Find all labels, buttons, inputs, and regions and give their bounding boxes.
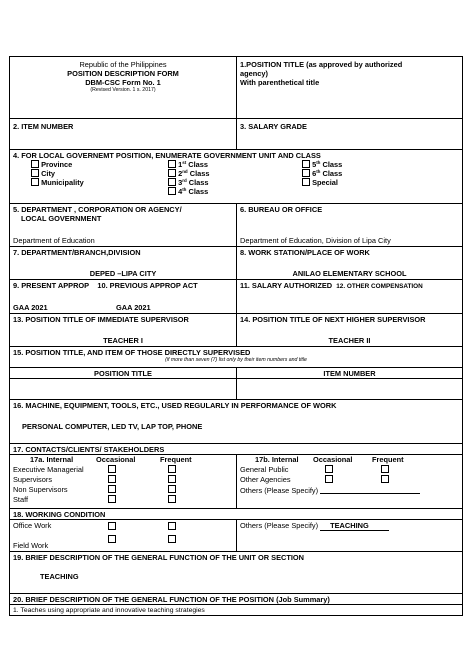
parenthetical-title-label: With parenthetical title <box>240 78 320 87</box>
appropriation-row <box>10 280 462 314</box>
staff-frequent-checkbox[interactable] <box>168 495 176 503</box>
working-condition-options <box>10 520 236 551</box>
class-2nd-word: Class <box>189 169 210 178</box>
workstation-value: ANILAO ELEMENTARY SCHOOL <box>292 269 407 278</box>
government-unit-field <box>10 150 462 203</box>
department-label-2: LOCAL GOVERNMENT <box>21 214 102 223</box>
other-agencies-frequent-checkbox[interactable] <box>381 475 389 483</box>
contacts-internal-b <box>236 455 462 508</box>
non-supervisors-occasional-checkbox[interactable] <box>108 485 116 493</box>
next-supervisor-label: 14. POSITION TITLE OF NEXT HIGHER SUPERVISOR <box>240 315 426 324</box>
class-option-1st[interactable] <box>168 160 209 169</box>
item-number-label: 2. ITEM NUMBER <box>13 122 74 131</box>
class-option-3rd[interactable] <box>168 178 209 187</box>
class-5th-num: 5 <box>312 160 317 169</box>
job-summary-item[interactable] <box>10 605 462 615</box>
internal-b-label: 17b. Internal <box>255 455 299 464</box>
city-checkbox[interactable] <box>31 169 39 177</box>
next-supervisor-value: TEACHER II <box>328 336 371 345</box>
class-5th-sup: th <box>316 160 321 165</box>
class-2nd-num: 2 <box>178 169 183 178</box>
other-agencies-occasional-checkbox[interactable] <box>325 475 333 483</box>
revised-version: (Revised Version. 1 s. 2017) <box>90 87 156 93</box>
frequent-label-b: Frequent <box>372 455 404 464</box>
class-2nd-sup: nd <box>182 169 188 174</box>
working-condition-label-row <box>10 509 462 520</box>
unit-function-field[interactable] <box>10 552 462 593</box>
item-number-column <box>236 368 462 378</box>
city-label: City <box>41 169 56 178</box>
division-workstation-row <box>10 247 462 280</box>
form-title: POSITION DESCRIPTION FORM <box>67 69 179 78</box>
special-label: Special <box>312 178 338 187</box>
unit-function-label: 19. BRIEF DESCRIPTION OF THE GENERAL FUNCTION OF THE UNIT OR SECTION <box>13 553 304 562</box>
office-occasional-checkbox[interactable] <box>108 522 116 530</box>
working-condition-others[interactable] <box>236 520 462 551</box>
unit-option-municipality[interactable] <box>31 178 84 187</box>
working-condition-header <box>10 509 462 519</box>
contact-staff: Staff <box>13 495 29 504</box>
unit-option-province[interactable] <box>31 160 84 169</box>
class-option-5th[interactable] <box>302 160 342 169</box>
contacts-label-row <box>10 444 462 455</box>
class-option-4th[interactable] <box>168 187 209 196</box>
supervised-label: 15. POSITION TITLE, AND ITEM OF THOSE DIRECTLY SUPERVISED <box>13 348 251 357</box>
unit-function-value: TEACHING <box>40 572 79 581</box>
frequent-label-a: Frequent <box>160 455 192 464</box>
position-title-column-label: POSITION TITLE <box>94 369 152 378</box>
class-3rd-num: 3 <box>178 178 183 187</box>
class-option-2nd[interactable] <box>168 169 209 178</box>
class-4th-checkbox[interactable] <box>168 187 176 195</box>
present-approp-value: GAA 2021 <box>13 303 48 312</box>
contact-general-public: General Public <box>240 465 289 474</box>
class-4th-sup: th <box>182 187 187 192</box>
field-work-label: Field Work <box>13 541 49 550</box>
division-value: DEPED –LIPA CITY <box>89 269 157 278</box>
form-header <box>10 57 236 118</box>
office-work-label: Office Work <box>13 521 52 530</box>
government-unit-row <box>10 150 462 204</box>
staff-occasional-checkbox[interactable] <box>108 495 116 503</box>
item-number-field[interactable] <box>10 119 236 149</box>
next-supervisor-field[interactable] <box>236 314 462 346</box>
department-bureau-row <box>10 204 462 247</box>
header-row <box>10 57 462 119</box>
class-3rd-word: Class <box>188 178 209 187</box>
bureau-value: Department of Education, Division of Lipa City <box>240 236 391 245</box>
contacts-row <box>10 455 462 509</box>
class-4th-word: Class <box>188 187 209 196</box>
unit-options <box>31 160 84 187</box>
municipality-label: Municipality <box>41 178 84 187</box>
job-summary-item-row <box>10 605 462 615</box>
government-unit-label: 4. FOR LOCAL GOVERNEMT POSITION, ENUMERATE GOVERNMENT UNIT AND CLASS <box>13 151 321 160</box>
contact-others[interactable] <box>240 485 420 495</box>
item-salary-row <box>10 119 462 150</box>
class-1st-num: 1 <box>178 160 183 169</box>
office-frequent-checkbox[interactable] <box>168 522 176 530</box>
job-summary-header <box>10 594 462 604</box>
supervisor-row <box>10 314 462 347</box>
present-approp-label: 9. PRESENT APPROP <box>13 281 90 290</box>
division-field[interactable] <box>10 247 236 279</box>
salary-grade-label: 3. SALARY GRADE <box>240 122 307 131</box>
equipment-row <box>10 400 462 444</box>
general-public-occasional-checkbox[interactable] <box>325 465 333 473</box>
equipment-label: 16. MACHINE, EQUIPMENT, TOOLS, ETC., USED REGULARLY IN PERFORMANCE OF WORK <box>13 401 337 410</box>
form-number: DBM-CSC Form No. 1 <box>85 78 161 87</box>
contact-supervisors: Supervisors <box>13 475 53 484</box>
position-title-label-2: agency) <box>240 69 268 78</box>
others-specify <box>240 521 389 531</box>
salary-authorized-label: 11. SALARY AUTHORIZED <box>240 281 333 290</box>
republic-text: Republic of the Philippines <box>79 60 167 69</box>
class-4th-num: 4 <box>178 187 183 196</box>
supervised-columns-row <box>10 368 462 379</box>
previous-approp-value: GAA 2021 <box>116 303 151 312</box>
contact-other-agencies: Other Agencies <box>240 475 291 484</box>
class-option-special[interactable] <box>302 178 342 187</box>
class-2nd-checkbox[interactable] <box>168 169 176 177</box>
contact-others-line[interactable] <box>320 485 420 494</box>
immediate-supervisor-value: TEACHER I <box>103 336 143 345</box>
supervised-header <box>10 347 462 367</box>
class-6th-sup: th <box>316 169 321 174</box>
supervisors-frequent-checkbox[interactable] <box>168 475 176 483</box>
class-5th-word: Class <box>322 160 343 169</box>
supervised-note: (if more than seven (7) list only by their item numbers and title <box>165 357 307 363</box>
previous-approp-label: 10. PREVIOUS APPROP ACT <box>97 281 198 290</box>
class-5th-checkbox[interactable] <box>302 160 310 168</box>
special-checkbox[interactable] <box>302 178 310 186</box>
contacts-label: 17. CONTACTS/CLIENTS/ STAKEHOLDERS <box>13 445 165 454</box>
job-summary-item-1: 1. Teaches using appropriate and innovative teaching strategies <box>13 607 205 614</box>
occasional-label-a: Occasional <box>96 455 136 464</box>
class-options-b <box>302 160 342 187</box>
bureau-label: 6. BUREAU OR OFFICE <box>240 205 323 214</box>
contact-non-supervisors: Non Supervisors <box>13 485 68 494</box>
division-label: 7. DEPARTMENT/BRANCH,DIVISION <box>13 248 141 257</box>
class-6th-word: Class <box>322 169 343 178</box>
class-6th-checkbox[interactable] <box>302 169 310 177</box>
workstation-label: 8. WORK STATION/PLACE OF WORK <box>240 248 370 257</box>
field-frequent-checkbox[interactable] <box>168 535 176 543</box>
class-1st-checkbox[interactable] <box>168 160 176 168</box>
field-occasional-checkbox[interactable] <box>108 535 116 543</box>
job-summary-label: 20. BRIEF DESCRIPTION OF THE GENERAL FUNCTION OF THE POSITION (Job Summary) <box>13 595 330 604</box>
executive-occasional-checkbox[interactable] <box>108 465 116 473</box>
class-3rd-sup: rd <box>182 178 187 183</box>
province-checkbox[interactable] <box>31 160 39 168</box>
class-1st-word: Class <box>188 160 208 169</box>
internal-a-label: 17a. Internal <box>30 455 74 464</box>
department-value: Department of Education <box>13 236 95 245</box>
executive-frequent-checkbox[interactable] <box>168 465 176 473</box>
supervised-title-cell[interactable] <box>10 379 236 399</box>
supervised-entry-row <box>10 379 462 400</box>
salary-grade-field[interactable] <box>236 119 462 149</box>
supervised-header-row <box>10 347 462 368</box>
contacts-header <box>10 444 462 454</box>
unit-function-row <box>10 552 462 594</box>
item-number-column-label: ITEM NUMBER <box>323 369 376 378</box>
class-1st-sup: st <box>182 160 187 165</box>
job-summary-label-row <box>10 594 462 605</box>
province-label: Province <box>41 160 73 169</box>
class-3rd-checkbox[interactable] <box>168 178 176 186</box>
general-public-frequent-checkbox[interactable] <box>381 465 389 473</box>
salary-authorized-field[interactable] <box>236 280 462 313</box>
others-specify-label: Others (Please Specify) <box>240 521 319 530</box>
supervisors-occasional-checkbox[interactable] <box>108 475 116 483</box>
contact-others-label: Others (Please Specify) <box>240 486 319 495</box>
immediate-supervisor-label: 13. POSITION TITLE OF IMMEDIATE SUPERVISOR <box>13 315 189 324</box>
non-supervisors-frequent-checkbox[interactable] <box>168 485 176 493</box>
appropriation-labels <box>13 281 233 290</box>
position-description-form <box>9 56 463 616</box>
workstation-field[interactable] <box>236 247 462 279</box>
position-title-label: 1.POSITION TITLE (as approved by authorized <box>240 60 403 69</box>
salary-authorized-labels <box>240 281 459 291</box>
supervised-item-cell[interactable] <box>236 379 462 399</box>
class-option-6th[interactable] <box>302 169 342 178</box>
equipment-value: PERSONAL COMPUTER, LED TV, LAP TOP, PHONE <box>22 422 203 431</box>
contact-executive: Executive Managerial <box>13 465 84 474</box>
unit-option-city[interactable] <box>31 169 84 178</box>
working-condition-row <box>10 520 462 552</box>
working-condition-label: 18. WORKING CONDITION <box>13 510 106 519</box>
position-title-column <box>10 368 236 378</box>
municipality-checkbox[interactable] <box>31 178 39 186</box>
equipment-field[interactable] <box>10 400 462 443</box>
other-compensation-label: 12. OTHER COMPENSATION <box>336 283 423 290</box>
class-6th-num: 6 <box>312 169 317 178</box>
position-title-field[interactable] <box>236 57 462 118</box>
contacts-internal-a <box>10 455 236 508</box>
occasional-label-b: Occasional <box>313 455 353 464</box>
appropriation-field[interactable] <box>10 280 236 313</box>
department-field[interactable] <box>10 204 236 246</box>
department-label: 5. DEPARTMENT , CORPORATION OR AGENCY/ <box>13 205 182 214</box>
bureau-field[interactable] <box>236 204 462 246</box>
class-options-a <box>168 160 209 196</box>
others-specify-value[interactable]: TEACHING <box>320 521 389 531</box>
immediate-supervisor-field[interactable] <box>10 314 236 346</box>
